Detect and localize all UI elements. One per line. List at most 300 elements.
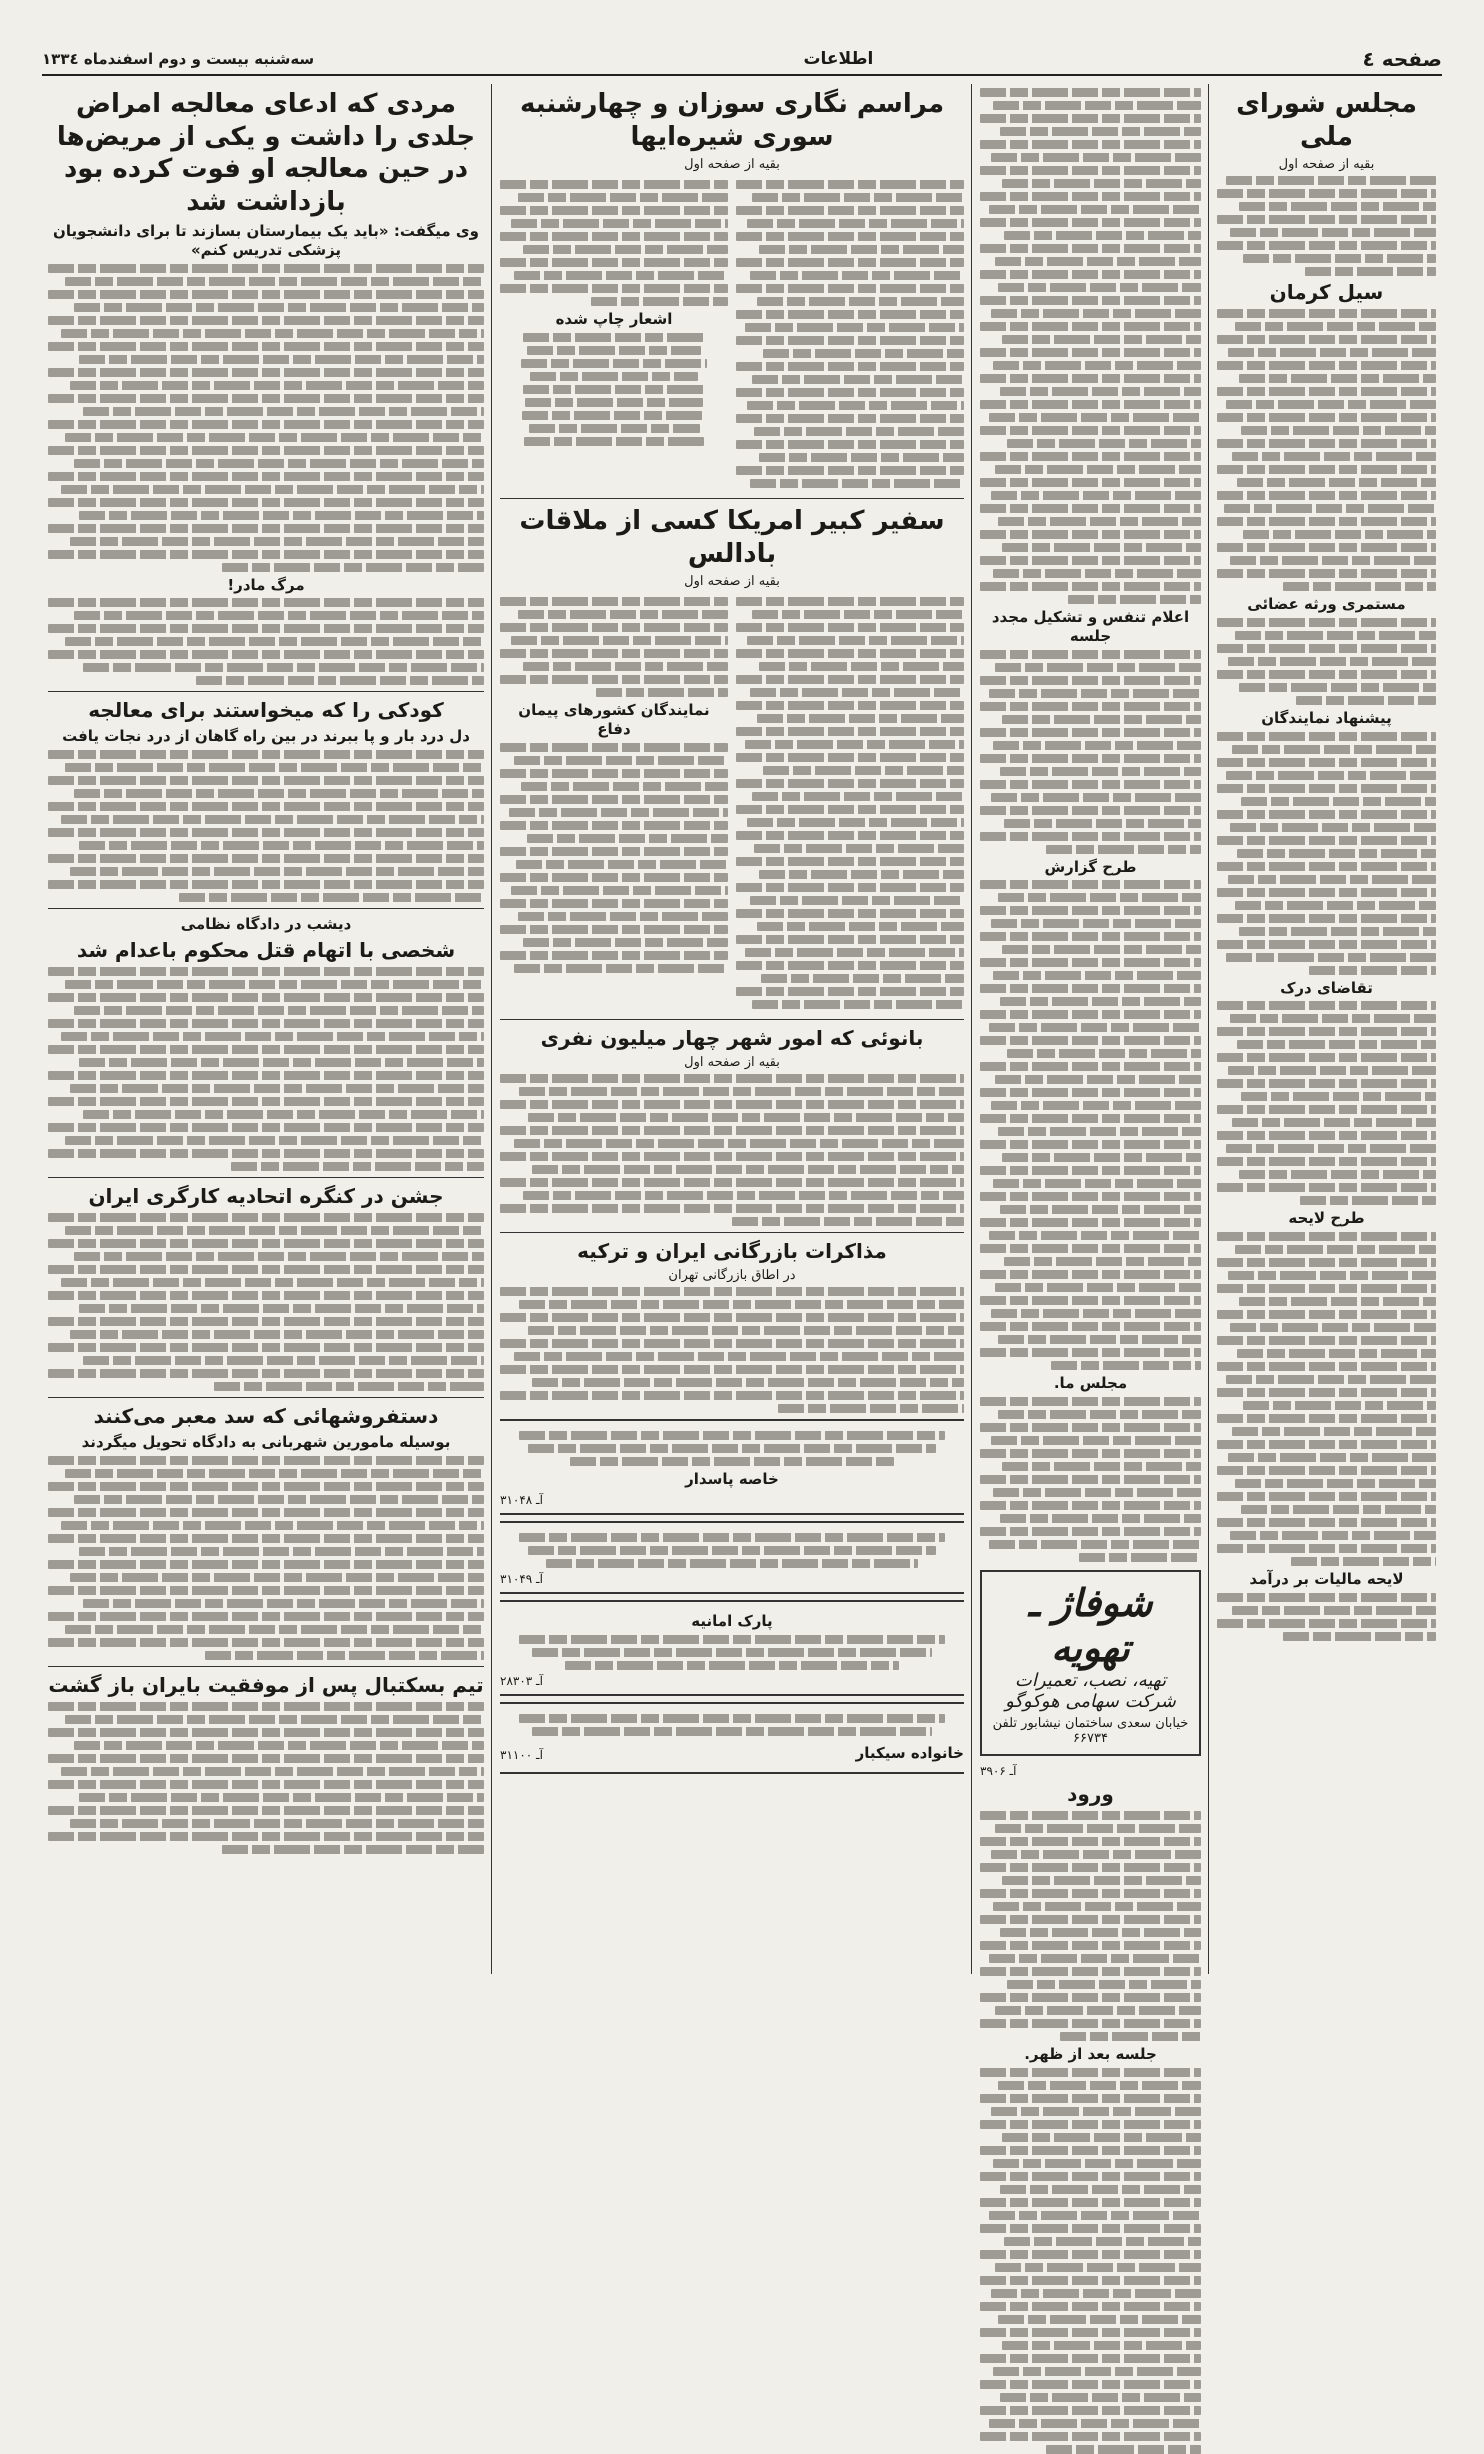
text-line [995,1824,1201,1833]
divider [48,908,484,909]
text-line [980,400,1201,409]
text-line [980,2068,1201,2077]
divider [48,1397,484,1398]
text-line [1217,1388,1436,1397]
text-line [48,1560,484,1569]
text-line [1007,1049,1201,1058]
subhead-flood: سیل کرمان [1269,280,1384,304]
text-line [48,368,484,377]
text-line [1217,1027,1436,1036]
text-line [995,2263,1201,2272]
text-line [65,763,484,772]
text-line [70,1330,484,1339]
text-line [74,1741,484,1750]
headline-mayor: بانوئی که امور شهر چهار میلیون نفری [540,1026,924,1050]
text-line [1051,1361,1201,1370]
subhead-recess: اعلام تنفس و تشکیل مجدد جلسه [991,608,1190,645]
text-line [546,1559,917,1568]
text-line [516,860,728,869]
text-line [1235,1479,1436,1488]
page-number: صفحه ٤ [1362,47,1442,71]
text-line [1217,439,1436,448]
text-line [980,832,1201,841]
text-line [980,702,1201,711]
text-line [70,381,484,390]
text-line [1239,927,1436,936]
text-line [1217,361,1436,370]
headline-doctor: مردی که ادعای معالجه امراض جلدی را داشت و یکی از مریض‌ها در حین معالجه او فوت کرده بود بازداشت شد [56,89,476,217]
text-line [514,1139,964,1148]
text-line [48,854,484,863]
text-line [65,1136,484,1145]
text-line [980,2172,1201,2181]
text-line [1232,452,1436,461]
text-line [1217,862,1436,871]
kicker-military-court: دیشب در دادگاه نظامی [180,915,352,933]
text-line [980,1114,1201,1123]
text-line [754,427,964,436]
ad-code: آـ ۲۸۳۰۳ [500,1673,543,1688]
text-line [980,2019,1201,2028]
text-line [980,1527,1201,1536]
text-line [500,899,728,908]
text-line [752,792,964,801]
text-line [528,1546,936,1555]
text-line [65,1715,484,1724]
text-line [500,1391,964,1400]
text-line [522,411,707,420]
text-line [1217,465,1436,474]
text-line [1217,670,1436,679]
text-line [980,2120,1201,2129]
subhead-poems: اشعار چاپ شده [555,310,673,328]
text-line [48,1149,484,1158]
text-line [65,980,484,989]
text-line [523,385,705,394]
headline-parliament: مجلس شورای ملی [1236,89,1417,152]
text-line [514,964,728,973]
text-line [763,349,964,358]
ad-code: آـ ۳۱۰۴۹ [500,1571,543,1586]
text-line [1000,1514,1201,1523]
text-line [74,1006,484,1015]
text-line [65,1625,484,1634]
text-line [745,948,964,957]
text-line [980,1423,1201,1432]
text-line [514,1352,964,1361]
text-line [1046,2445,1201,2454]
text-line [48,1097,484,1106]
ad-services: تهیه، نصب، تعمیرات [1014,1670,1167,1691]
text-line [48,342,484,351]
text-line [980,1166,1201,1175]
text-line [1232,1427,1436,1436]
text-line [48,1317,484,1326]
text-line [991,1436,1201,1445]
text-line [991,309,1201,318]
ad-address: خیابان سعدی ساختمان نیشابور تلفن ۶۶۷۳۴ [992,1716,1189,1746]
text-line [1217,1544,1436,1553]
text-line [761,974,964,983]
text-line [79,511,484,520]
text-line [980,1244,1201,1253]
headline-peddlers: دستفروشهائی که سد معبر می‌کنند [93,1403,439,1428]
text-line [1305,267,1436,276]
newspaper-name: اطلاعات [803,49,874,69]
text-line [980,2276,1201,2285]
text-line [532,1648,931,1657]
text-line [48,828,484,837]
text-line [527,346,700,355]
text-line [980,426,1201,435]
text-line [993,1179,1201,1188]
text-line [83,1599,484,1608]
text-line [995,1075,1201,1084]
text-line [1243,254,1436,263]
column-rule [1208,84,1209,1974]
text-line [736,753,964,762]
text-line [500,925,728,934]
ad-park-title: پارک امانیه [691,1611,773,1630]
text-line [1000,2185,1201,2194]
text-line [1217,413,1436,422]
text-line [70,1573,484,1582]
text-line [980,958,1201,967]
text-line [991,2107,1201,2116]
text-line [1217,1619,1436,1628]
text-line [1002,715,1201,724]
text-line [500,1074,964,1083]
text-line [514,271,728,280]
text-line [48,1071,484,1080]
text-line [1296,696,1436,705]
text-line [523,333,705,342]
column-parliament-cont [974,84,1207,2063]
issue-date: سه‌شنبه بیست و دوم اسفندماه ۱۳۳٤ [42,50,315,68]
text-line [1241,797,1436,806]
text-line [74,1495,484,1504]
text-line [980,806,1201,815]
text-line [1217,1440,1436,1449]
text-line [79,1304,484,1313]
text-line [989,1954,1201,1963]
text-line [1068,595,1201,604]
text-line [989,413,1201,422]
text-line [989,1231,1201,1240]
text-line [519,1300,964,1309]
text-line [500,1178,964,1187]
text-line [79,355,484,364]
headline-ambassador: سفیر کبیر امریکا کسی از ملاقات بادالس [519,506,945,569]
text-line [993,101,1201,110]
text-line [1217,914,1436,923]
continued-note: بقیه از صفحه اول [684,157,780,172]
text-line [1002,1462,1201,1471]
text-line [980,1889,1201,1898]
text-line [1230,1323,1436,1332]
text-line [980,1967,1201,1976]
text-line [48,993,484,1002]
text-line [1226,1144,1436,1153]
text-line [48,498,484,507]
text-line [521,782,728,791]
text-line [1060,2032,1201,2041]
text-line [1217,618,1436,627]
text-line [1002,335,1201,344]
text-line [995,663,1201,672]
ad-khasseh [500,1419,964,1515]
text-line [995,465,1201,474]
text-line [980,296,1201,305]
text-line [48,598,484,607]
text-columns [500,593,728,1013]
text-line [500,206,728,215]
text-line [980,1475,1201,1484]
text-line [993,2159,1201,2168]
text-line [980,984,1201,993]
text-line [980,556,1201,565]
text-line [79,841,484,850]
text-line [525,398,703,407]
text-line [1217,189,1436,198]
text-line [61,815,484,824]
text-line [48,1045,484,1054]
text-line [523,245,728,254]
text-line [61,1521,484,1530]
text-line [1217,836,1436,845]
text-line [757,297,964,306]
text-line [736,623,964,632]
text-line [1239,683,1436,692]
text-line [736,987,964,996]
text-line [1243,1401,1436,1410]
text-line [48,1586,484,1595]
text-line [1230,556,1436,565]
subhead-peddlers: بوسیله مامورین شهربانی به دادگاه تحویل میگردند [81,1432,451,1451]
text-line [995,2006,1201,2015]
text-line [998,1410,1201,1419]
text-line [980,140,1201,149]
text-line [1230,228,1436,237]
text-line [511,219,728,228]
text-line [1217,1466,1436,1475]
text-line [759,453,964,462]
text-line [61,1278,484,1287]
text-line [1224,504,1436,513]
text-line [1217,1053,1436,1062]
text-columns [500,176,964,492]
text-line [518,912,728,921]
text-line [65,637,484,646]
text-line [993,569,1201,578]
text-line [757,714,964,723]
text-line [509,808,728,817]
text-line [48,1754,484,1763]
subhead-pact: نمایندگان کشورهای پیمان دفاع [518,701,710,738]
text-line [752,193,964,202]
text-line [991,153,1201,162]
text-line [1217,1492,1436,1501]
text-line [989,205,1201,214]
text-line [523,662,728,671]
text-line [1237,478,1436,487]
text-line [519,1087,964,1096]
text-line [736,362,964,371]
text-line [48,1728,484,1737]
text-line [1235,1245,1436,1254]
text-line [1079,1553,1201,1562]
text-line [995,257,1201,266]
text-line [993,1902,1201,1911]
text-line [736,284,964,293]
text-line [991,491,1201,500]
headline-celebration: مراسم نگاری سوزان و چهارشنبه سوری شیره‌ایها [519,89,945,152]
subhead-child: دل درد بار و پا ببرند در بین راه گاهان از درد نجات یافت [62,727,470,746]
text-line [1217,1258,1436,1267]
continued-note: بقیه از صفحه اول [1278,157,1375,172]
text-line [1309,966,1436,975]
text-line [989,2211,1201,2220]
text-line [500,232,728,241]
text-line [759,245,964,254]
text-line [61,485,484,494]
subhead-chamber: در اطاق بازرگانی تهران [668,1268,796,1283]
subhead-bill: طرح لایحه [1288,1209,1365,1228]
text-columns [500,593,964,1013]
text-line [1235,322,1436,331]
continued-note: بقیه از صفحه اول [684,574,780,589]
text-line [1235,901,1436,910]
text-line [518,193,728,202]
text-line [1228,1453,1436,1462]
text-line [500,821,728,830]
text-line [980,2224,1201,2233]
text-line [745,323,964,332]
text-line [998,893,1201,902]
text-line [1228,657,1436,666]
text-line [1239,1170,1436,1179]
text-line [991,1309,1201,1318]
text-line [989,1023,1201,1032]
text-line [1217,1001,1436,1010]
text-line [736,883,964,892]
text-line [980,1322,1201,1331]
ad-park [500,1600,964,1696]
ad-signature: خاصه پاسدار [685,1470,779,1488]
text-line [514,756,728,765]
text-line [1217,1183,1436,1192]
text-line [736,388,964,397]
text-line [500,1100,964,1109]
text-line [1239,202,1436,211]
text-line [48,1612,484,1621]
divider [500,498,964,499]
text-line [48,394,484,403]
text-line [747,636,964,645]
text-line [998,1335,1201,1344]
text-line [48,1832,484,1841]
text-line [993,1488,1201,1497]
text-line [1004,2237,1201,2246]
text-line [1046,845,1201,854]
text-line [511,886,728,895]
text-line [48,524,484,533]
text-line [736,258,964,267]
text-line [1007,439,1201,448]
text-line [500,258,728,267]
text-line [500,795,728,804]
text-line [736,180,964,189]
text-line [1002,543,1201,552]
text-line [48,264,484,273]
text-line [736,909,964,918]
text-line [980,244,1201,253]
text-line [980,452,1201,461]
text-line [83,663,484,672]
subhead-pension: مستمری ورثه عضائی [1247,595,1406,613]
text-line [980,1088,1201,1097]
subhead-our-parliament: مجلس ما. [1053,1374,1128,1393]
text-line [736,675,964,684]
text-line [74,789,484,798]
text-line [980,780,1201,789]
text-line [998,2315,1201,2324]
text-line [1217,1414,1436,1423]
text-line [736,414,964,423]
text-line [989,689,1201,698]
text-line [980,906,1201,915]
text-line [980,2302,1201,2311]
text-line [500,743,728,752]
text-line [1241,1505,1436,1514]
text-line [1217,569,1436,578]
text-line [736,701,964,710]
divider [500,1232,964,1233]
column-center [494,84,970,1974]
text-line [1217,940,1436,949]
text-line [1217,543,1436,552]
text-line [980,1915,1201,1924]
text-line [998,517,1201,526]
text-line [500,675,728,684]
text-line [980,2094,1201,2103]
text-line [532,1378,964,1387]
text-line [1237,1349,1436,1358]
text-line [61,1767,484,1776]
text-line [1232,745,1436,754]
text-line [778,1404,964,1413]
text-line [980,348,1201,357]
text-line [736,857,964,866]
text-line [980,504,1201,513]
text-line [70,867,484,876]
text-line [759,870,964,879]
text-line [1217,644,1436,653]
text-line [1217,1593,1436,1602]
text-line [980,880,1201,889]
text-line [759,662,964,671]
text-line [1217,241,1436,250]
text-line [48,316,484,325]
text-line [980,1397,1201,1406]
text-line [48,624,484,633]
text-line [980,2432,1201,2441]
text-line [980,166,1201,175]
text-line [993,2367,1201,2376]
divider [48,1666,484,1667]
text-line [500,1339,964,1348]
text-line [74,1252,484,1261]
